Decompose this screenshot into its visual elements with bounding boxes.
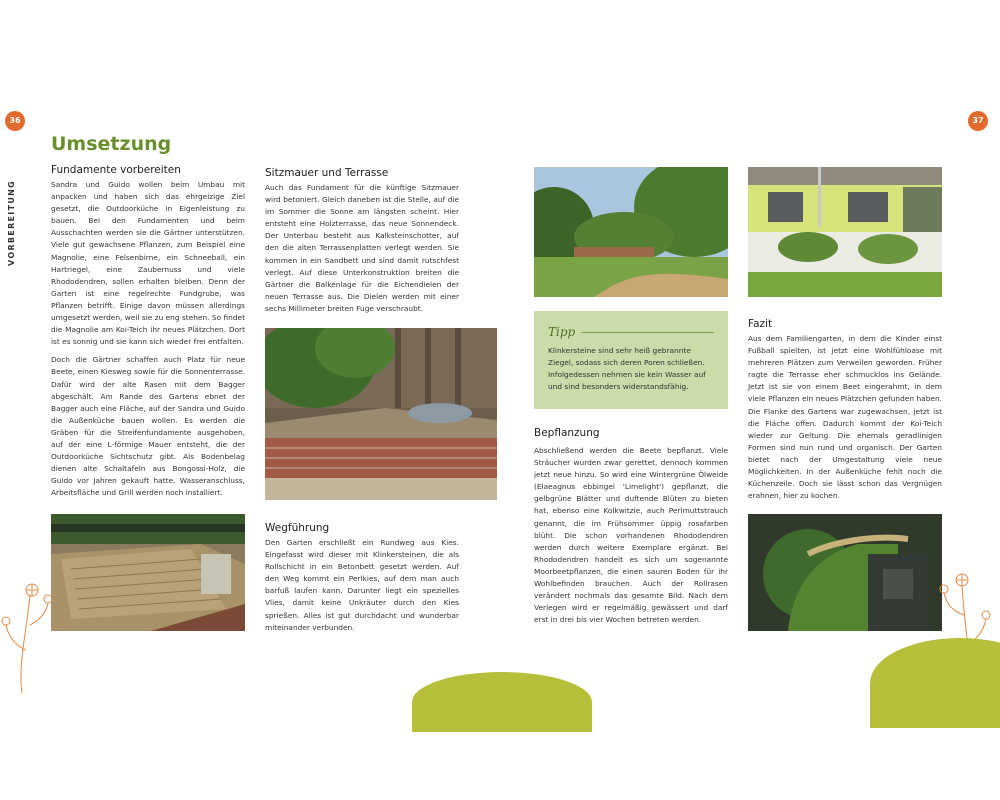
paragraph: Abschließend werden die Beete bepflanzt. Viele Sträucher wurden zwar gerettet, dennoch kommen jetzt neue hinzu. So wird eine Wintergrüne Ölweide (Elaeagnus ebbingei 'Limelight') gepflanzt, die gelbgrüne Blätter und duftende Blüten zu bieten hat, ebenso eine Kolkwitzie, auch Perlmuttstrauch genannt, die im Frühsommer üppig rosafarben blüht. Die schon vorhandenen Rhododendren werden durch weitere Exemplare ergänzt. Bei Rhododendren handelt es sich um sogenannte Moorbeetpflanzen, die einen sauren Boden für ihr Wohlbefinden brauchen. Auch der Rollrasen verändert nochmals das gesamte Bild. Nach dem Verlegen wird er regelmäßig gewässert und darf erst in drei bis vier Wochen betreten werden. bbox=[534, 446, 728, 625]
decorative-hill-right bbox=[870, 638, 1000, 728]
tipp-title: Tipp bbox=[548, 325, 576, 339]
photo-garden-path bbox=[534, 167, 728, 297]
tipp-divider bbox=[581, 332, 714, 333]
page-number-left: 36 bbox=[5, 111, 25, 131]
page-number-right: 37 bbox=[968, 111, 988, 131]
photo-brick-seating-wall bbox=[265, 328, 497, 500]
column-4 bbox=[748, 318, 942, 502]
tipp-box bbox=[534, 311, 728, 409]
chapter-side-label: VORBEREITUNG bbox=[7, 180, 16, 266]
paragraph: Auch das Fundament für die künftige Sitzmauer wird betoniert. Gleich daneben ist die Stelle, auf die im Sommer die Sonne am längsten scheint. Hier entsteht eine Holzterrasse, das neue Sonnendeck. Der Unterbau besteht aus Kalksteinschotter, auf den die alten Terrassenplatten verlegt werden. Sie kommen in ein Sandbett und sind damit rutschfest verlegt. Auf diese Unterkonstruktion breiten die Gärtner die Balkenlage für die Eichendielen der neuen Terrasse aus. Die Dielen werden mit einer sechs Millimeter breiten Fuge verschraubt. bbox=[265, 183, 459, 313]
heading-bepflanzung: Bepflanzung bbox=[534, 427, 600, 439]
photo-garden-aerial bbox=[748, 514, 942, 631]
paragraph: Doch die Gärtner schaffen auch Platz für neue Beete, einen Kiesweg sowie für die Sonnenterrasse. Dafür wird der alte Rasen mit dem Bagger abgeschält. Am Rande des Gartens ebnet der Bagger auch eine Fläche, auf der Sandra und Guido die Außenküche bauen wollen. Es werden die Gräben für die Streifenfundamente ausgehoben, auf der eine L-förmige Mauer entsteht, die der Outdoorküche Sichtschutz gibt. Als Bodenbelag dienen alte Schaltafeln aus Bongossi-Holz, die Guido vor Jahren gekauft hatte. Wasseranschluss, Arbeitsfläche und Grill werden noch installiert. bbox=[51, 355, 245, 498]
paragraph: Den Garten erschließt ein Rundweg aus Kies. Eingefasst wird dieser mit Klinkersteinen, die als Rollschicht in ein Betonbett gesetzt werden. Auf den Weg kommt ein Perlkies, auf dem man auch barfuß laufen kann. Darunter liegt ein spezielles Vlies, damit keine Unkräuter durch den Kies sprießen. Alles ist gut durchdacht und wunderbar miteinander verbunden. bbox=[265, 538, 459, 632]
heading-fazit: Fazit bbox=[748, 318, 773, 330]
flower-illustration-left bbox=[0, 575, 60, 695]
photo-outdoor-kitchen-floor bbox=[51, 514, 245, 631]
page-title: Umsetzung bbox=[51, 133, 172, 155]
heading-fundamente: Fundamente vorbereiten bbox=[51, 164, 181, 176]
heading-wegfuehrung: Wegführung bbox=[265, 522, 330, 534]
paragraph: Sandra und Guido wollen beim Umbau mit anpacken und haben sich das ehrgeizige Ziel gesetzt, die Outdoorküche in Eigenleistung zu bauen. Bei den Fundamenten und beim Ausschachten werden sie die Gärtner unterstützen. Viele gut gewachsene Pflanzen, zum Beispiel eine Magnolie, eine Felsenbirne, ein Schneeball, ein Hartriegel, eine Zaubernuss und viele Rhododendren, sollen erhalten bleiben. Denn der Garten ist eine regelrechte Fundgrube, was Pflanzen betrifft. Einige davon müssen allerdings umgesetzt werden, weil sie zu eng stehen. So findet die Magnolie am Koi-Teich ihr neues Plätzchen. Dort ist es sonnig und sie kann sich wieder frei entfalten. bbox=[51, 180, 245, 347]
photo-terrace-house bbox=[748, 167, 942, 297]
tipp-text: Klinkersteine sind sehr heiß gebrannte Ziegel, sodass sich deren Poren schließen. Infolgedessen nehmen sie kein Wasser auf und sind besonders widerstandsfähig. bbox=[548, 346, 706, 391]
column-2 bbox=[265, 167, 459, 315]
column-1 bbox=[51, 164, 245, 499]
heading-sitzmauer: Sitzmauer und Terrasse bbox=[265, 167, 389, 179]
column-3 bbox=[534, 427, 728, 626]
paragraph: Aus dem Familiengarten, in dem die Kinder einst Fußball spielten, ist jetzt eine Wohlfühloase mit mehreren Plätzen zum Verweilen geworden. Früher ragte die Terrasse eher schmucklos ins Gelände. Jetzt ist sie von einem Beet eingerahmt, in dem viele Pflanzen ein neues Plätzchen gefunden haben. Die Flanke des Gartens war zugewachsen, jetzt ist die Fläche offen. Dadurch kommt der Koi-Teich wieder zur Geltung. Die ehemals geradlinigen Formen sind nun rund und organisch. Der Garten bietet nach der Umgestaltung viele neue Möglichkeiten. In der Außenküche fehlt noch die Küchenzeile. Doch sie lässt schon das Vergnügen erahnen, hier zu kochen. bbox=[748, 334, 942, 501]
decorative-hill-center bbox=[412, 672, 592, 732]
column-2-lower bbox=[265, 522, 459, 634]
